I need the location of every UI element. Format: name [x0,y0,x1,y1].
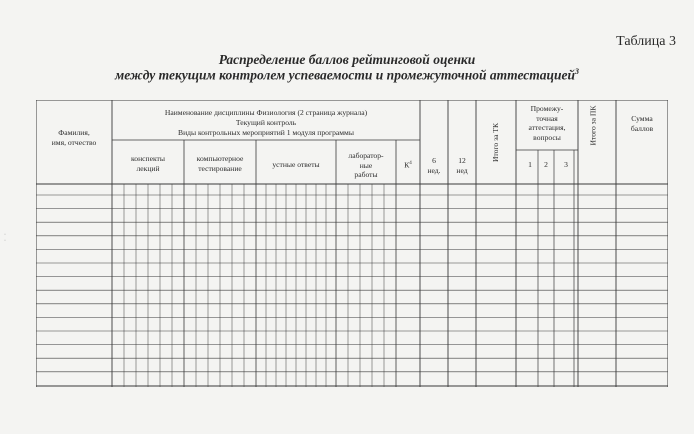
grading-table [36,100,668,387]
header-interim-line3: аттестация, [528,123,566,132]
title-footnote-marker: 3 [575,67,580,76]
header-lab-works-line1: лаборатор- [348,151,384,160]
header-interim-line2: точная [536,113,558,123]
header-lab-works-line2: ные [359,160,373,170]
header-week6 [420,156,448,175]
header-k-sup: 4 [409,161,412,166]
header-current-control: Текущий контроль [235,118,297,127]
header-week12-line1: 12 [458,156,466,165]
header-computer-testing-line1: компьютерное [196,154,244,163]
header-week12 [448,156,476,175]
header-computer-testing-line2: тестирование [198,163,242,173]
header-q1: 1 [528,160,532,169]
header-name-line2: имя, отчество [51,137,97,147]
header-lab-works [336,151,396,180]
header-q3: 3 [564,160,568,169]
header-k-letter: К [404,160,410,170]
header-lecture-notes [112,154,184,173]
header-sum-line2: баллов [630,123,654,133]
header-oral-answers: устные ответы [272,160,320,169]
header-name-col [36,128,112,147]
header-week12-line2: нед [456,165,468,175]
header-k [396,159,420,170]
header-total-tk: Итого за ТК [491,122,501,162]
table-title-line2-text: между текущим контролем успеваемости и промежуточной аттестацией [114,67,576,83]
table-title-line2 [0,67,694,84]
header-total-tk-cell [476,100,516,184]
header-total-pk-cell [578,100,608,150]
header-sum-line1: Сумма [631,114,653,123]
header-sum [616,114,668,133]
table-grid-lines [36,100,668,387]
table-title-line1: Распределение баллов рейтинговой оценки [218,52,476,67]
header-q2: 2 [544,160,548,169]
margin-tick-2: · [4,238,6,244]
header-interim [516,104,578,142]
table-number-label: Таблица 3 [616,34,676,49]
header-interim-line1: Промежу- [530,104,564,113]
header-interim-line4: вопросы [533,132,561,142]
header-total-pk: Итого за ПК [588,105,598,145]
header-lecture-notes-line2: лекций [136,163,160,173]
header-week6-line1: 6 [432,156,436,165]
header-activities: Виды контрольных мероприятий 1 модуля программы [178,128,354,137]
header-lab-works-line3: работы [354,170,378,179]
header-lecture-notes-line1: конспекты [131,154,165,163]
header-computer-testing [184,154,256,173]
header-discipline: Наименование дисциплины Физиология (2 страница журнала) [164,108,368,117]
header-name-line1: Фамилия, [58,128,90,137]
margin-tick: · [4,232,6,238]
header-week6-line2: нед. [427,165,441,175]
